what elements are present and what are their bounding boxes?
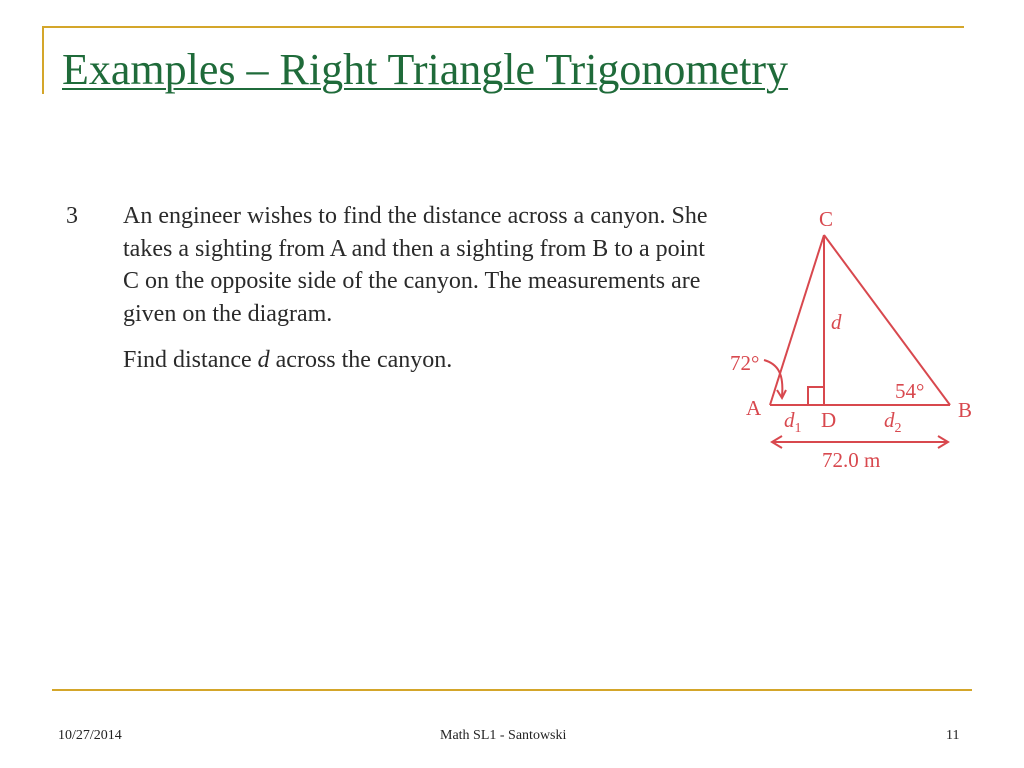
slide-title: Examples – Right Triangle Trigonometry — [62, 45, 789, 94]
problem-number: 3 — [66, 203, 78, 229]
angle-label-b: 54° — [895, 379, 925, 403]
problem-block — [66, 200, 726, 377]
vertex-label-a: A — [746, 396, 762, 420]
question-suffix: across the canyon. — [275, 347, 453, 373]
segment-2-subscript: 2 — [894, 421, 902, 436]
problem-text: An engineer wishes to find the distance across a canyon. She takes a sighting from A and then a sighting from B to a point C on the opposite side of the canyon. The measurements are given on the diagram. — [123, 203, 708, 327]
question-variable: d — [257, 347, 270, 373]
right-angle-mark — [808, 387, 824, 405]
top-border-line — [42, 26, 964, 28]
footer-divider — [52, 689, 972, 691]
footer-date: 10/27/2014 — [58, 728, 122, 743]
segment-2-var: d — [884, 408, 895, 432]
base-length-label: 72.0 m — [822, 448, 881, 472]
side-ac — [770, 235, 824, 405]
foot-label-d: D — [821, 408, 837, 432]
segment-1-subscript: 1 — [794, 421, 802, 436]
footer-page-number: 11 — [946, 728, 960, 743]
segment-label-d2 — [884, 408, 902, 436]
vertex-label-c: C — [819, 207, 834, 231]
triangle-diagram — [720, 198, 990, 488]
height-label-d: d — [831, 310, 842, 334]
vertex-label-b: B — [958, 398, 973, 422]
footer-course: Math SL1 - Santowski — [440, 728, 567, 743]
question-prefix: Find distance — [123, 347, 252, 373]
angle-label-a: 72° — [730, 351, 760, 375]
segment-label-d1 — [784, 408, 802, 436]
segment-1-var: d — [784, 408, 795, 432]
problem-body — [123, 200, 726, 377]
problem-question — [123, 344, 726, 377]
side-bc — [824, 235, 950, 405]
left-border-line — [42, 26, 44, 94]
